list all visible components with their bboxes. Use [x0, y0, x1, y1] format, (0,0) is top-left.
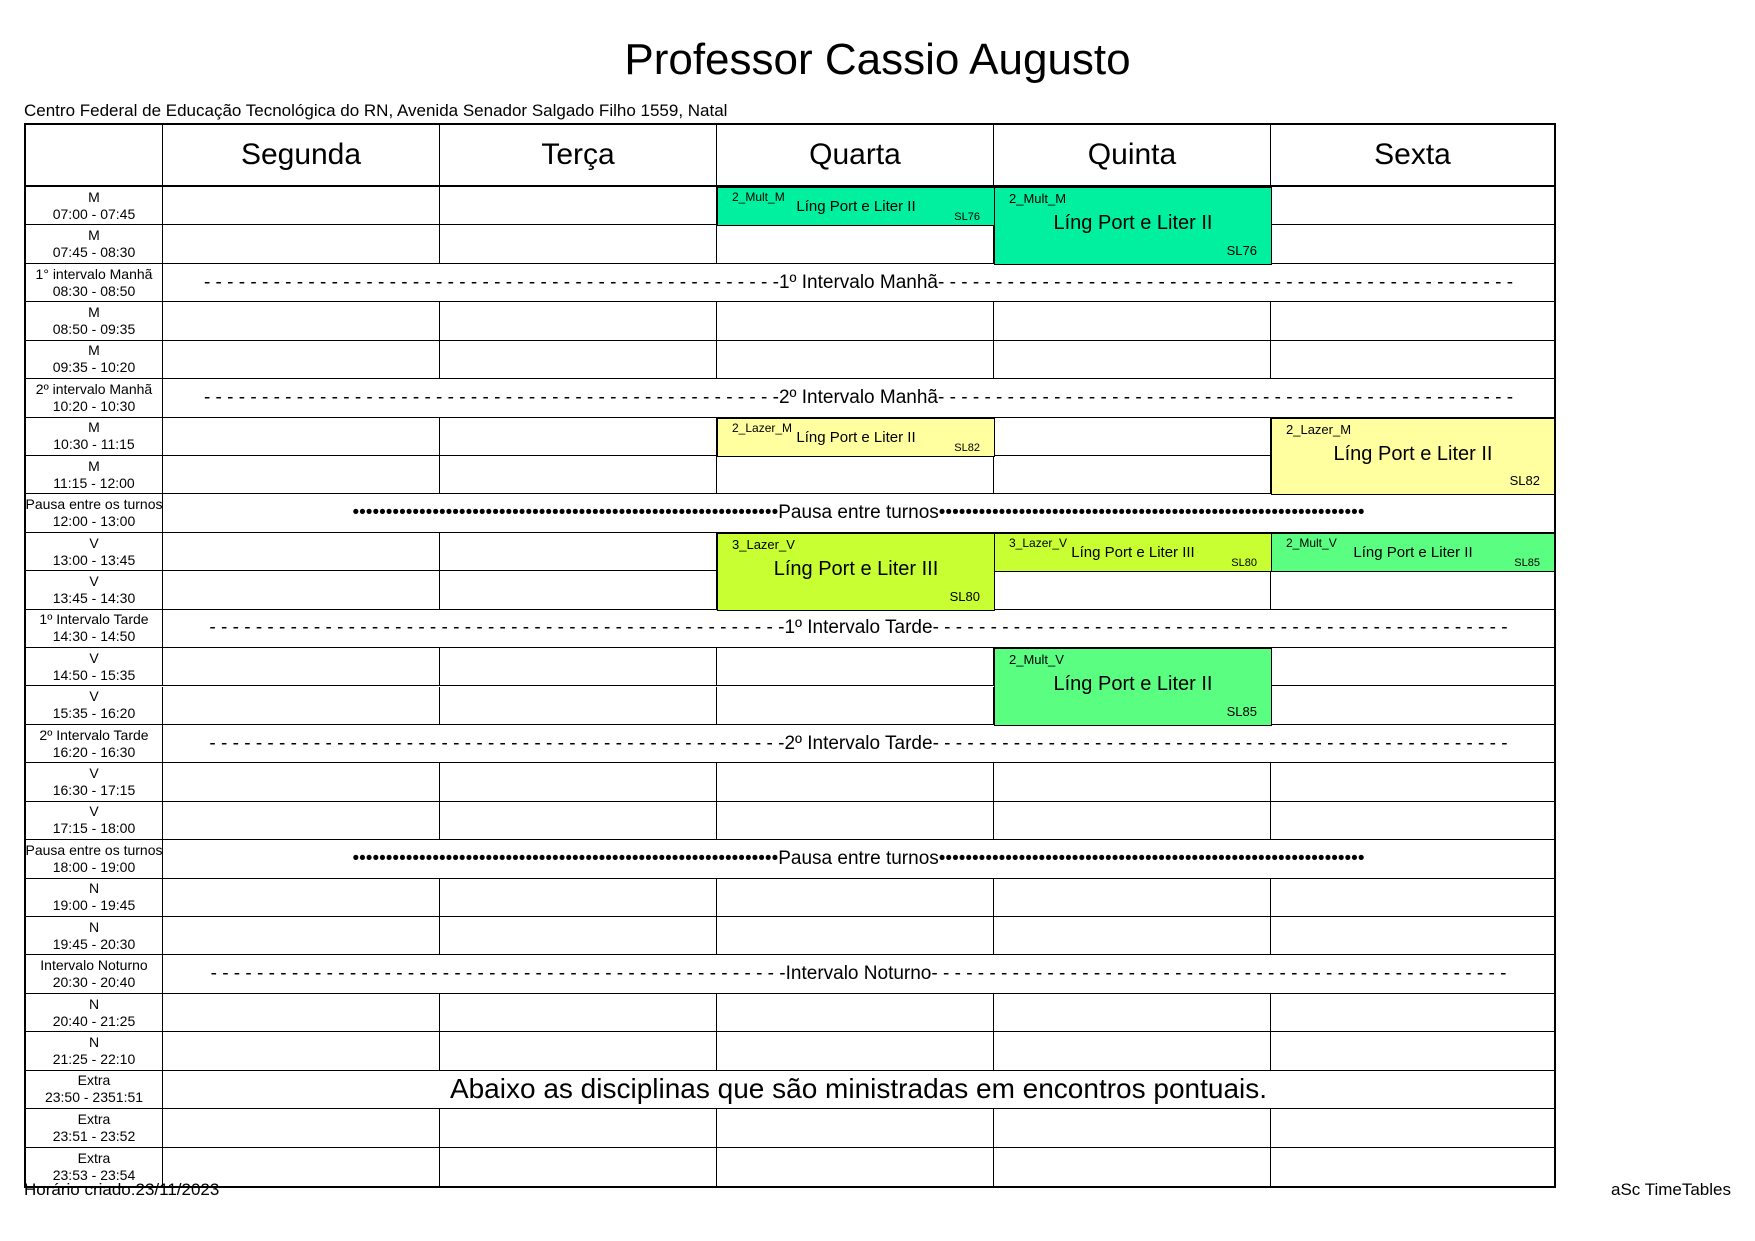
period-label: [26, 264, 163, 302]
empty-slot: [440, 341, 717, 379]
empty-slot: [1271, 763, 1554, 801]
period-name: Intervalo Noturno: [40, 957, 148, 974]
period-label: [26, 533, 163, 571]
empty-slot: [1271, 571, 1554, 609]
period-time: 13:45 - 14:30: [52, 589, 136, 606]
room-code: SL85: [1226, 703, 1257, 719]
period-time: 23:51 - 23:52: [52, 1127, 136, 1144]
period-name: Extra: [77, 1072, 111, 1089]
empty-slot: [994, 571, 1271, 609]
empty-slot: [717, 879, 994, 917]
empty-slot: [163, 994, 440, 1032]
empty-slot: [440, 1032, 717, 1070]
subject-name: Líng Port e Liter II: [1053, 212, 1213, 234]
empty-slot: [717, 648, 994, 686]
empty-slot: [994, 1109, 1271, 1147]
lesson-card[interactable]: [717, 533, 995, 611]
empty-slot: [994, 763, 1271, 801]
break-band: [163, 955, 1554, 993]
period-label: [26, 1032, 163, 1070]
empty-slot: [163, 1032, 440, 1070]
empty-slot: [440, 456, 717, 494]
empty-slot: [163, 225, 440, 263]
period-time: 23:50 - 2351:51: [44, 1089, 144, 1106]
empty-slot: [1271, 341, 1554, 379]
period-label: [26, 379, 163, 417]
period-label: [26, 917, 163, 955]
empty-slot: [1271, 187, 1554, 225]
period-name: M: [88, 227, 100, 244]
break-band: [163, 494, 1554, 532]
period-label: [26, 571, 163, 609]
period-name: V: [89, 688, 99, 705]
band-filler: ••••••••••••••••••••••••••••••••••••••••••••••••••••••••••••••••: [938, 847, 1365, 869]
band-filler: ••••••••••••••••••••••••••••••••••••••••••••••••••••••••••••••••: [352, 502, 779, 524]
empty-slot: [440, 1148, 717, 1186]
period-name: 1° intervalo Manhã: [35, 265, 153, 282]
period-name: N: [88, 995, 100, 1012]
class-group: 2_Lazer_M: [732, 420, 793, 435]
band-filler: - - - - - - - - - - - - - - - - - - - - - - - - - - - - - - - - - - - - - - - - - - - - - - - - - -: [209, 617, 785, 639]
empty-slot: [1271, 1109, 1554, 1147]
empty-slot: [717, 1109, 994, 1147]
empty-slot: [717, 687, 994, 725]
empty-slot: [440, 687, 717, 725]
period-time: 16:20 - 16:30: [52, 743, 136, 760]
break-band: [163, 840, 1554, 878]
subject-name: Líng Port e Liter III: [1071, 543, 1195, 561]
period-time: 13:00 - 13:45: [52, 551, 136, 568]
empty-slot: [994, 341, 1271, 379]
period-time: 11:15 - 12:00: [53, 474, 135, 491]
period-time: 07:00 - 07:45: [52, 205, 136, 222]
period-label: [26, 879, 163, 917]
subject-name: Líng Port e Liter II: [796, 198, 916, 215]
period-name: M: [88, 457, 100, 474]
period-time: 20:40 - 21:25: [52, 1012, 136, 1029]
empty-slot: [1271, 687, 1554, 725]
period-name: V: [89, 649, 99, 666]
empty-slot: [1271, 302, 1554, 340]
empty-slot: [163, 687, 440, 725]
empty-slot: [440, 763, 717, 801]
day-header: Quinta: [994, 125, 1271, 187]
subject-name: Líng Port e Liter II: [796, 428, 916, 446]
subject-name: Líng Port e Liter III: [773, 557, 939, 580]
empty-slot: [440, 917, 717, 955]
period-label: [26, 187, 163, 225]
period-time: 12:00 - 13:00: [52, 513, 136, 530]
room-code: SL82: [1509, 473, 1540, 489]
room-code: SL80: [949, 588, 980, 604]
empty-slot: [717, 802, 994, 840]
class-group: 2_Mult_M: [732, 190, 785, 204]
empty-slot: [440, 1109, 717, 1147]
period-time: 14:30 - 14:50: [52, 628, 136, 645]
band-filler: - - - - - - - - - - - - - - - - - - - - - - - - - - - - - - - - - - - - - - - - - - - - - - - - - -: [932, 617, 1508, 639]
period-name: N: [88, 1034, 100, 1050]
empty-slot: [1271, 879, 1554, 917]
lesson-card[interactable]: [1271, 418, 1555, 496]
break-band: [163, 1071, 1554, 1109]
empty-slot: [1271, 1148, 1554, 1186]
empty-slot: [440, 994, 717, 1032]
room-code: SL76: [1226, 242, 1257, 258]
empty-slot: [163, 341, 440, 379]
band-filler: - - - - - - - - - - - - - - - - - - - - - - - - - - - - - - - - - - - - - - - - - - - - - - - - - -: [938, 271, 1514, 293]
subject-name: Líng Port e Liter II: [1353, 543, 1473, 561]
band-filler: - - - - - - - - - - - - - - - - - - - - - - - - - - - - - - - - - - - - - - - - - - - - - - - - - -: [210, 963, 786, 985]
break-label: 1º Intervalo Tarde: [784, 617, 933, 639]
period-time: 18:00 - 19:00: [52, 858, 136, 875]
empty-slot: [717, 763, 994, 801]
period-name: V: [89, 803, 99, 820]
empty-slot: [440, 571, 717, 609]
period-time: 10:30 - 11:15: [53, 436, 135, 453]
empty-slot: [163, 571, 440, 609]
empty-slot: [994, 917, 1271, 955]
empty-slot: [163, 879, 440, 917]
period-label: [26, 994, 163, 1032]
empty-slot: [440, 648, 717, 686]
lesson-card[interactable]: [1271, 533, 1555, 572]
empty-slot: [440, 879, 717, 917]
band-filler: ••••••••••••••••••••••••••••••••••••••••••••••••••••••••••••••••: [938, 502, 1365, 524]
room-code: SL76: [954, 211, 980, 224]
period-name: V: [89, 534, 99, 551]
period-label: [26, 648, 163, 686]
class-group: 3_Lazer_V: [1009, 535, 1068, 550]
empty-slot: [440, 225, 717, 263]
period-time: 16:30 - 17:15: [52, 782, 136, 799]
empty-slot: [163, 302, 440, 340]
day-header: Terça: [440, 125, 717, 187]
period-name: M: [88, 188, 100, 205]
period-time: 20:30 - 20:40: [52, 974, 136, 991]
empty-slot: [163, 1109, 440, 1147]
day-header: Segunda: [163, 125, 440, 187]
empty-slot: [717, 341, 994, 379]
band-filler: - - - - - - - - - - - - - - - - - - - - - - - - - - - - - - - - - - - - - - - - - - - - - - - - - -: [931, 963, 1507, 985]
corner-cell: [26, 125, 163, 187]
timetable-grid: [24, 123, 1556, 1188]
period-name: Extra: [77, 1110, 111, 1127]
band-filler: ••••••••••••••••••••••••••••••••••••••••••••••••••••••••••••••••: [352, 847, 779, 869]
break-label: Pausa entre turnos: [778, 847, 939, 869]
break-label: 2º Intervalo Manhã: [778, 386, 939, 408]
room-code: SL82: [954, 441, 980, 454]
period-name: 1º Intervalo Tarde: [39, 611, 149, 628]
period-label: [26, 725, 163, 763]
period-label: [26, 840, 163, 878]
empty-slot: [1271, 648, 1554, 686]
period-label: [26, 763, 163, 801]
empty-slot: [994, 802, 1271, 840]
empty-slot: [994, 879, 1271, 917]
break-label: 2º Intervalo Tarde: [784, 732, 933, 754]
break-band: [163, 379, 1554, 417]
empty-slot: [994, 1148, 1271, 1186]
period-label: [26, 302, 163, 340]
empty-slot: [1271, 802, 1554, 840]
band-filler: - - - - - - - - - - - - - - - - - - - - - - - - - - - - - - - - - - - - - - - - - - - - - - - - - -: [203, 386, 779, 408]
period-time: 10:20 - 10:30: [52, 397, 136, 414]
empty-slot: [163, 802, 440, 840]
empty-slot: [440, 802, 717, 840]
period-time: 09:35 - 10:20: [52, 359, 136, 376]
period-label: [26, 687, 163, 725]
period-name: Pausa entre os turnos: [26, 496, 163, 513]
period-time: 19:00 - 19:45: [52, 897, 136, 914]
subject-name: Líng Port e Liter II: [1333, 442, 1493, 465]
empty-slot: [717, 302, 994, 340]
empty-slot: [994, 994, 1271, 1032]
period-time: 23:53 - 23:54: [52, 1166, 136, 1183]
period-name: M: [88, 303, 100, 320]
day-header: Quarta: [717, 125, 994, 187]
break-label: Abaixo as disciplinas que são ministradas em encontros pontuais.: [449, 1073, 1268, 1105]
creation-date: Horário criado:23/11/2023: [24, 1180, 220, 1199]
band-filler: - - - - - - - - - - - - - - - - - - - - - - - - - - - - - - - - - - - - - - - - - - - - - - - - - -: [938, 386, 1514, 408]
break-band: [163, 725, 1554, 763]
empty-slot: [717, 1148, 994, 1186]
period-name: V: [89, 765, 99, 782]
empty-slot: [163, 648, 440, 686]
page-title: Professor Cassio Augusto: [624, 35, 1131, 84]
period-time: 21:25 - 22:10: [52, 1051, 136, 1067]
class-group: 2_Mult_V: [1286, 535, 1337, 550]
period-time: 15:35 - 16:20: [52, 705, 136, 722]
period-label: [26, 1109, 163, 1147]
lesson-card[interactable]: [994, 648, 1272, 726]
period-time: 19:45 - 20:30: [52, 935, 136, 952]
break-label: Pausa entre turnos: [778, 502, 939, 524]
period-name: M: [88, 342, 100, 359]
empty-slot: [1271, 994, 1554, 1032]
lesson-card[interactable]: [717, 418, 995, 457]
period-name: M: [88, 419, 100, 436]
break-band: [163, 610, 1554, 648]
period-name: V: [89, 572, 99, 589]
empty-slot: [717, 456, 994, 494]
period-name: 2º Intervalo Tarde: [39, 726, 149, 743]
empty-slot: [440, 187, 717, 225]
empty-slot: [163, 917, 440, 955]
break-band: [163, 264, 1554, 302]
empty-slot: [994, 418, 1271, 456]
empty-slot: [1271, 225, 1554, 263]
period-time: 14:50 - 15:35: [52, 666, 136, 683]
empty-slot: [717, 917, 994, 955]
period-name: N: [88, 918, 100, 935]
school-address: Centro Federal de Educação Tecnológica do RN, Avenida Senador Salgado Filho 1559, Natal: [24, 101, 728, 120]
empty-slot: [163, 187, 440, 225]
period-label: [26, 341, 163, 379]
empty-slot: [440, 533, 717, 571]
band-filler: - - - - - - - - - - - - - - - - - - - - - - - - - - - - - - - - - - - - - - - - - - - - - - - - - -: [209, 732, 785, 754]
empty-slot: [163, 763, 440, 801]
period-label: [26, 955, 163, 993]
day-header: Sexta: [1271, 125, 1554, 187]
period-time: 07:45 - 08:30: [52, 244, 136, 261]
period-time: 08:50 - 09:35: [52, 320, 136, 337]
empty-slot: [440, 302, 717, 340]
period-label: [26, 456, 163, 494]
period-label: [26, 225, 163, 263]
band-filler: - - - - - - - - - - - - - - - - - - - - - - - - - - - - - - - - - - - - - - - - - - - - - - - - - -: [203, 271, 779, 293]
room-code: SL80: [1231, 557, 1257, 570]
empty-slot: [717, 994, 994, 1032]
period-label: [26, 610, 163, 648]
software-brand: aSc TimeTables: [1611, 1180, 1731, 1199]
subject-name: Líng Port e Liter II: [1053, 673, 1213, 696]
period-name: N: [88, 880, 100, 897]
period-name: Extra: [77, 1149, 111, 1166]
class-group: 2_Mult_M: [1009, 191, 1067, 206]
period-time: 17:15 - 18:00: [52, 820, 136, 837]
empty-slot: [440, 418, 717, 456]
class-group: 3_Lazer_V: [732, 536, 795, 552]
empty-slot: [1271, 917, 1554, 955]
break-label: Intervalo Noturno: [785, 963, 932, 985]
band-filler: - - - - - - - - - - - - - - - - - - - - - - - - - - - - - - - - - - - - - - - - - - - - - - - - - -: [932, 732, 1508, 754]
empty-slot: [163, 533, 440, 571]
empty-slot: [717, 1032, 994, 1070]
break-label: 1º Intervalo Manhã: [778, 271, 939, 293]
period-time: 08:30 - 08:50: [52, 282, 136, 299]
lesson-card[interactable]: [717, 187, 995, 226]
empty-slot: [1271, 1032, 1554, 1070]
period-label: [26, 494, 163, 532]
lesson-card[interactable]: [994, 187, 1272, 265]
empty-slot: [163, 418, 440, 456]
empty-slot: [163, 456, 440, 494]
period-label: [26, 418, 163, 456]
class-group: 2_Lazer_M: [1286, 421, 1352, 437]
room-code: SL85: [1514, 557, 1540, 570]
period-name: Pausa entre os turnos: [26, 841, 163, 858]
period-name: 2º intervalo Manhã: [35, 380, 153, 397]
empty-slot: [994, 1032, 1271, 1070]
class-group: 2_Mult_V: [1009, 652, 1064, 668]
empty-slot: [717, 225, 994, 263]
lesson-card[interactable]: [994, 533, 1272, 572]
empty-slot: [994, 302, 1271, 340]
period-label: [26, 1071, 163, 1109]
period-label: [26, 802, 163, 840]
empty-slot: [994, 456, 1271, 494]
